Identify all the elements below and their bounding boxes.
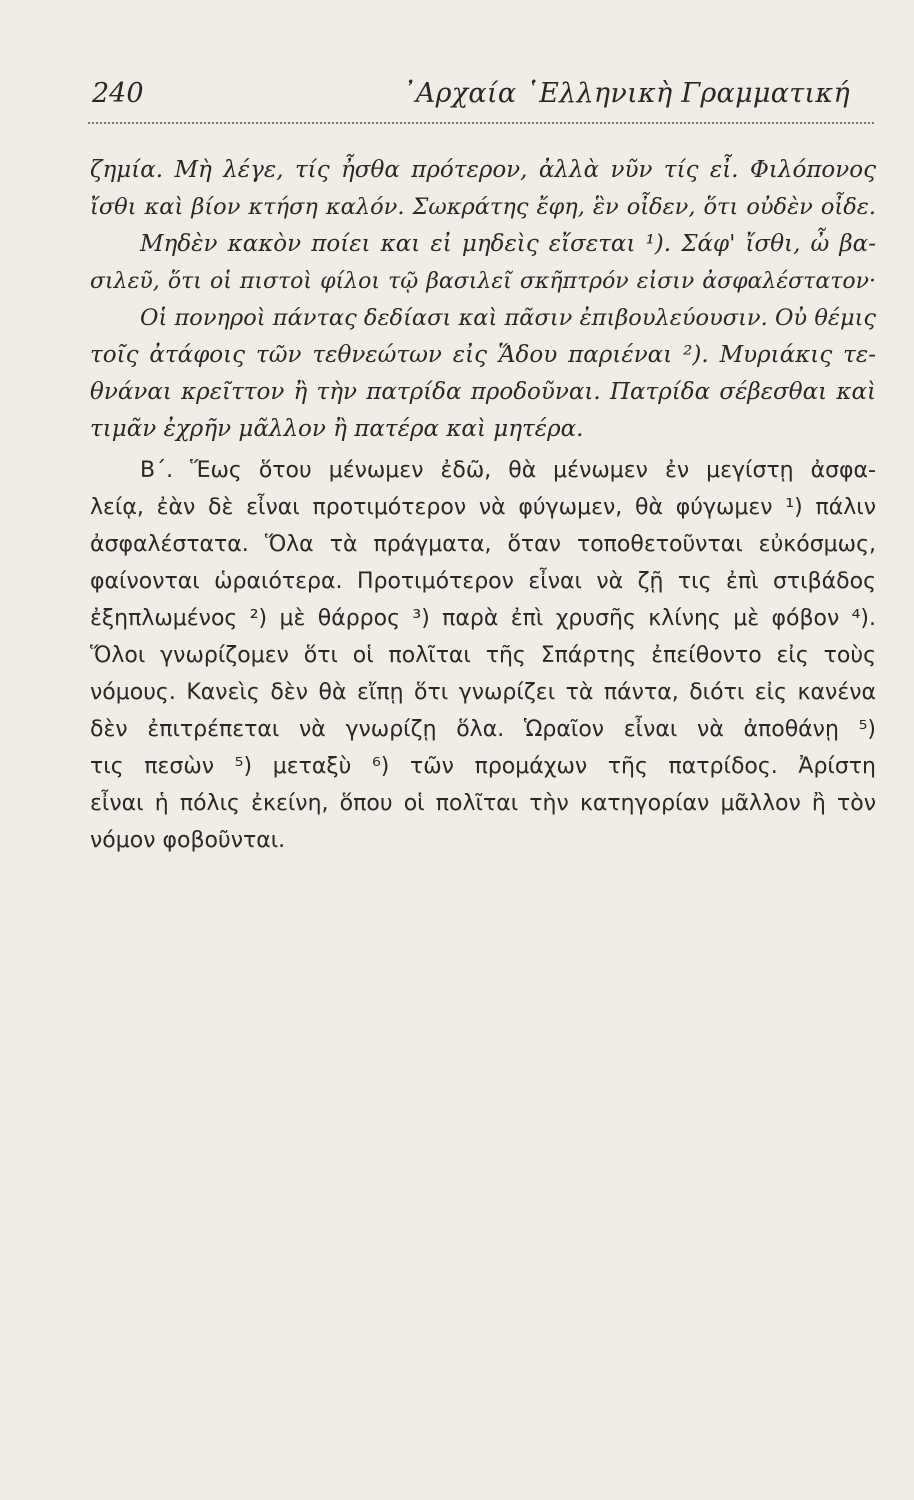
page-number: 240 — [92, 78, 144, 109]
text-line: Ὅλοι γνωρίζομεν ὅτι οἱ πολῖται τῆς Σπάρτης ἐπείθοντο εἰς τοὺς — [90, 643, 876, 668]
text-line: τιμᾶν ἐχρῆν μᾶλλον ἢ πατέρα καὶ μητέρα. — [90, 416, 584, 442]
text-line: ἀσφαλέστατα. Ὅλα τὰ πράγματα, ὅταν τοποθετοῦνται εὐκόσμως, — [90, 532, 876, 557]
text-line: δὲν ἐπιτρέπεται νὰ γνωρίζῃ ὅλα. Ὡραῖον εἶναι νὰ ἀποθάνῃ ⁵) — [90, 717, 876, 742]
text-line: ἐξηπλωμένος ²) μὲ θάρρος ³) παρὰ ἐπὶ χρυσῆς κλίνης μὲ φόβον ⁴). — [90, 606, 876, 631]
text-line: Οἱ πονηροὶ πάντας δεδίασι καὶ πᾶσιν ἐπιβουλεύουσιν. Οὐ θέμις — [140, 305, 876, 331]
text-line: σιλεῦ, ὅτι οἱ πιστοὶ φίλοι τῷ βασιλεῖ σκῆπτρόν εἰσιν ἀσφαλέστατον· — [90, 269, 876, 294]
text-line: τις πεσὼν ⁵) μεταξὺ ⁶) τῶν προμάχων τῆς πατρίδος. Ἀρίστη — [90, 754, 876, 779]
text-line: Μηδὲν κακὸν ποίει και εἰ μηδεὶς εἴσεται ¹). Σάφ' ἴσθι, ὦ βα- — [140, 231, 876, 257]
text-line: ἴσθι καὶ βίον κτήση καλόν. Σωκράτης ἔφη, ἓν οἶδεν, ὅτι οὐδὲν οἶδε. — [90, 194, 876, 220]
running-title: ᾿Αρχαία ῾Ελληνικὴ Γραμματική — [402, 78, 850, 109]
text-line: τοῖς ἀτάφοις τῶν τεθνεώτων εἰς Ἅδου παριέναι ²). Μυριάκις τε- — [90, 342, 876, 368]
text-line: θνάναι κρεῖττον ἢ τὴν πατρίδα προδοῦναι. Πατρίδα σέβεσθαι καὶ — [90, 379, 876, 405]
header-rule — [88, 122, 874, 124]
text-line: ζημία. Μὴ λέγε, τίς ἦσθα πρότερον, ἀλλὰ νῦν τίς εἶ. Φιλόπονος — [90, 157, 876, 183]
text-line: φαίνονται ὡραιότερα. Προτιμότερον εἶναι νὰ ζῇ τις ἐπὶ στιβάδος — [90, 569, 876, 594]
text-line: Β΄. Ἕως ὅτου μένωμεν ἐδῶ, θὰ μένωμεν ἐν μεγίστῃ ἀσφα- — [140, 458, 876, 483]
italic-text-block — [90, 152, 876, 448]
text-line: νόμον φοβοῦνται. — [90, 828, 286, 853]
page-header — [84, 78, 874, 114]
text-line: λείᾳ, ἐὰν δὲ εἶναι προτιμότερον νὰ φύγωμεν, θὰ φύγωμεν ¹) πάλιν — [90, 495, 876, 520]
upright-text-block — [90, 452, 876, 859]
text-line: νόμους. Κανεὶς δὲν θὰ εἴπῃ ὅτι γνωρίζει τὰ πάντα, διότι εἰς κανένα — [90, 680, 876, 705]
text-line: εἶναι ἡ πόλις ἐκείνη, ὅπου οἱ πολῖται τὴν κατηγορίαν μᾶλλον ἢ τὸν — [90, 791, 876, 816]
